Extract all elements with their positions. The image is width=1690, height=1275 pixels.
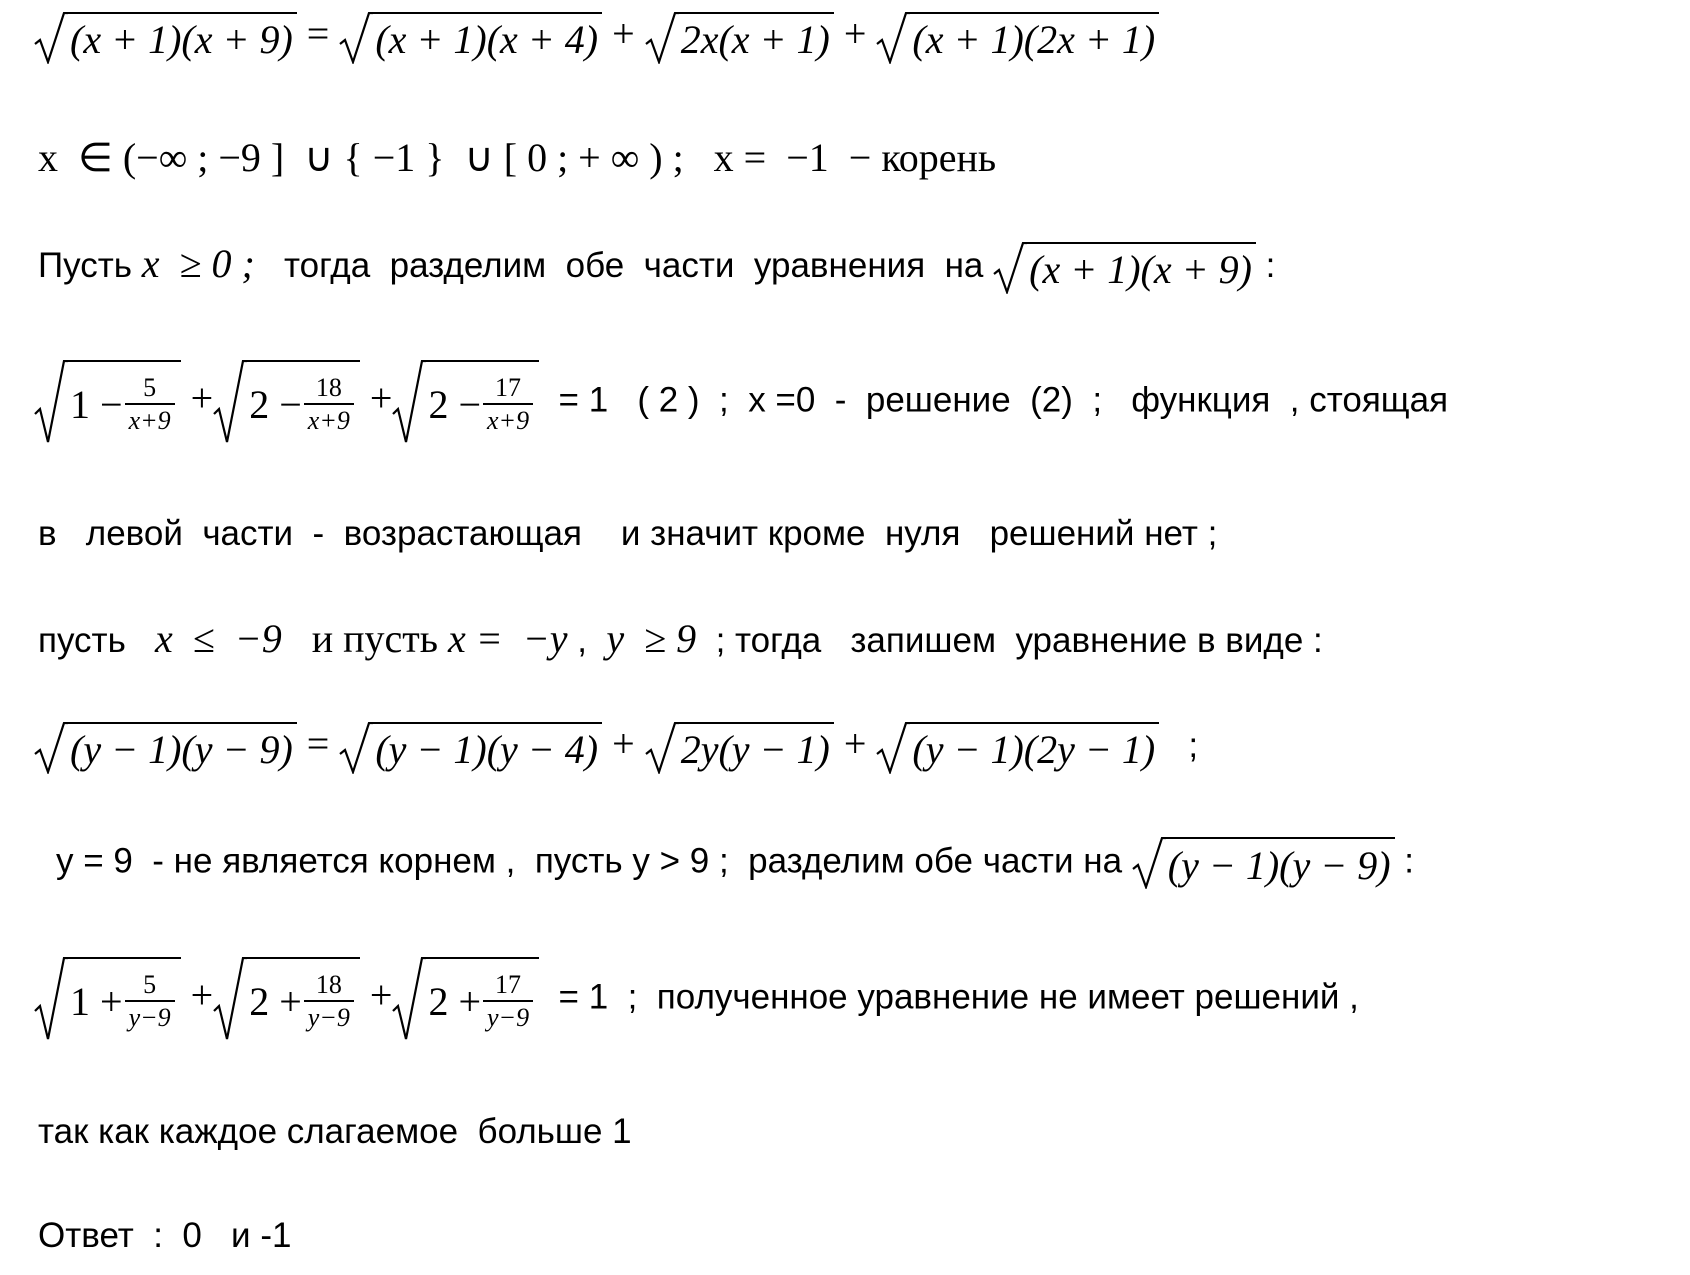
fraction: $\frac{5}{y-9}$ [125,971,175,1032]
radical-sign [392,360,426,444]
sqrt-lhs-y: (y − 1)(y − 9) [34,722,297,774]
sqrt-frac-term-1: 1 − $\frac{5}{x+9}$ [34,360,181,444]
domain-text: x ∈ (−∞ ; −9 ] ∪ { −1 } ∪ [ 0 ; + ∞ ) ; x = −1 − корень [38,135,997,180]
reason-line: так как каждое слагаемое больше 1 [38,1112,632,1151]
sqrt-divisor-y: (y − 1)(y − 9) [1132,837,1395,889]
case-negative-line: пусть x ≤ −9 и пусть x = −y , y ≥ 9 ; тогда запишем уравнение в виде : [38,616,1323,661]
radical-sign [645,722,679,774]
sqrt-term-3: (x + 1)(2x + 1) [876,12,1159,64]
fraction: $\frac{17}{y-9}$ [483,971,533,1032]
domain-line [38,134,996,181]
radical-sign [339,12,373,64]
radical-sign [876,722,910,774]
answer-line: Ответ : 0 и -1 [38,1216,292,1255]
radical-sign [1132,837,1166,889]
radical-sign [339,722,373,774]
radical-sign [392,957,426,1041]
sqrt-frac-y-term-1: 1 + $\frac{5}{y-9}$ [34,957,181,1041]
radical-sign [213,957,247,1041]
sqrt-frac-term-3: 2 − $\frac{17}{x+9}$ [392,360,539,444]
sqrt-y-term-2: 2y(y − 1) [645,722,834,774]
fraction: $\frac{5}{x+9}$ [125,374,175,435]
radical-sign [645,12,679,64]
sqrt-term-2: 2x(x + 1) [645,12,834,64]
equation-y-divided-line: 1 + $\frac{5}{y-9}$ + 2 + $\frac{18}{y-9}$ + 2 + $\frac{17}{y-9}$ = 1 ; полученное уравнение не имеет решений , [34,957,1359,1041]
radical-sign [213,360,247,444]
y9-line: y = 9 - не является корнем , пусть y > 9 ; разделим обе части на (y − 1)(y − 9) : [56,837,1414,889]
radical-sign [993,242,1027,294]
equation-2-line: 1 − $\frac{5}{x+9}$ + 2 − $\frac{18}{x+9}$ + 2 − $\frac{17}{x+9}$ = 1 ( 2 ) ; x =0 - решение (2) ; функция , стоящая [34,360,1448,444]
sqrt-y-term-3: (y − 1)(2y − 1) [876,722,1159,774]
radical-sign [34,360,68,444]
fraction: $\frac{18}{x+9}$ [304,374,354,435]
sqrt-frac-term-2: 2 − $\frac{18}{x+9}$ [213,360,360,444]
radical-sign [34,12,68,64]
case-positive-line: Пусть x ≥ 0 ; тогда разделим обе части уравнения на (x + 1)(x + 9) : [38,241,1276,293]
sqrt-term-1: (x + 1)(x + 4) [339,12,602,64]
sqrt-frac-y-term-3: 2 + $\frac{17}{y-9}$ [392,957,539,1041]
monotonic-line: в левой части - возрастающая и значит кроме нуля решений нет ; [38,514,1218,553]
fraction: $\frac{17}{x+9}$ [483,374,533,435]
radical-sign [876,12,910,64]
equation-y-line: (y − 1)(y − 9) = (y − 1)(y − 4) + 2y(y − 1) + (y − 1)(2y − 1) ; [34,720,1198,774]
radical-sign [34,957,68,1041]
sqrt-y-term-1: (y − 1)(y − 4) [339,722,602,774]
sqrt-lhs: (x + 1)(x + 9) [34,12,297,64]
fraction: $\frac{18}{y-9}$ [304,971,354,1032]
sqrt-frac-y-term-2: 2 + $\frac{18}{y-9}$ [213,957,360,1041]
radical-sign [34,722,68,774]
sqrt-divisor: (x + 1)(x + 9) [993,242,1256,294]
equation-line-1: (x + 1)(x + 9) = (x + 1)(x + 4) + 2x(x + 1) + (x + 1)(2x + 1) [34,10,1159,64]
